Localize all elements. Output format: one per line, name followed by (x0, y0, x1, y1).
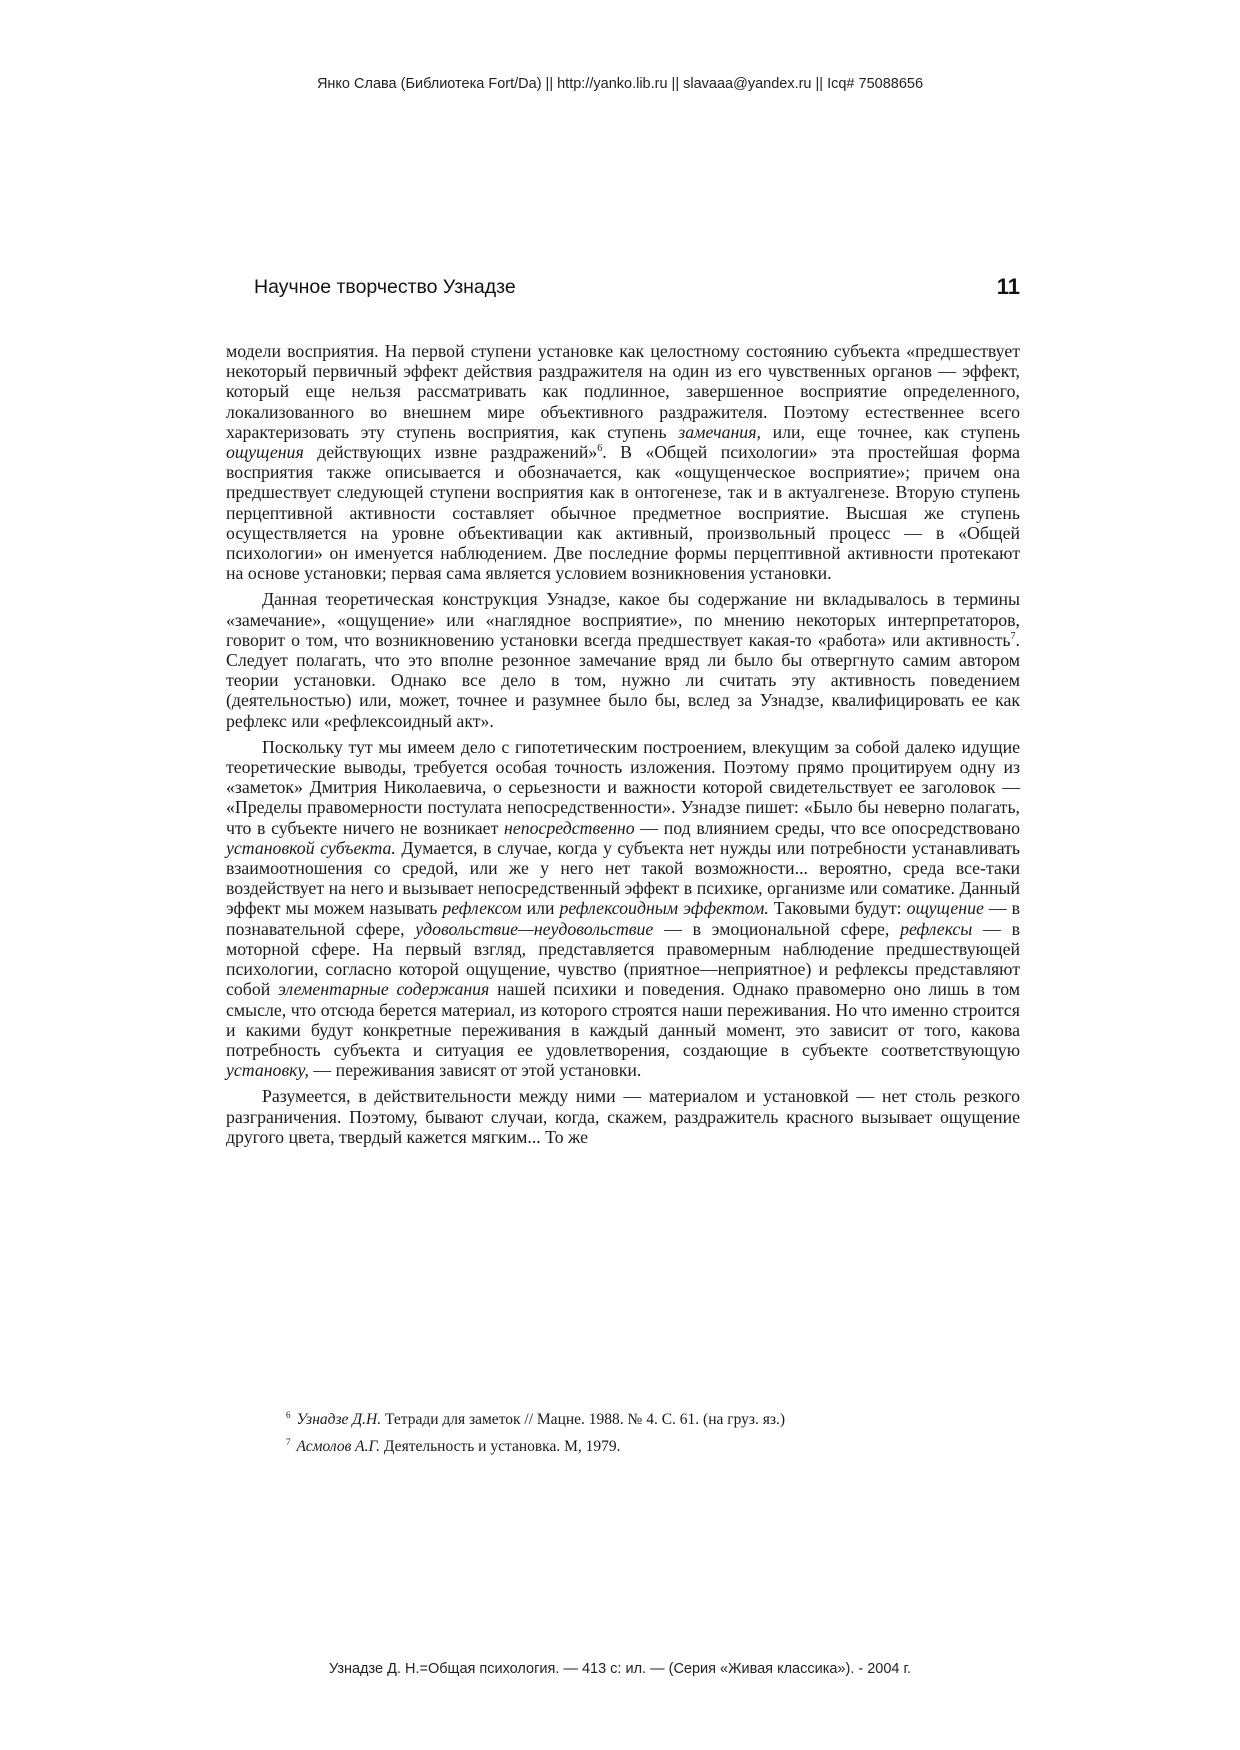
italic-text: рефлексоидным эффектом. (559, 898, 769, 919)
text-run: . Следует полагать, что это вполне резонное замечание вряд ли было бы отвергнуто самим автором теории установки. Однако все дело в том, нужно ли считать эту активность поведением (деятельностью) или, может, точнее и разумнее было бы, вслед за Узнадзе, квалифицировать ее как рефлекс или «рефлексоидный акт». (226, 629, 1020, 731)
italic-text: ощущение (906, 898, 984, 919)
page-number: 11 (996, 274, 1020, 299)
running-head (254, 276, 1020, 299)
text-run: действующих извне раздражений» (303, 442, 598, 463)
footnote (286, 1431, 986, 1458)
paragraph (226, 1086, 1020, 1147)
text-run: Таковыми будут: (768, 898, 907, 919)
text-run: Думается, в случае, когда у субъекта нет нужды или потребности устанавливать взаимоотношения со средой, или же у него нет такой возможности... вероятно, среда все-таки воздействует на него и вызывает непосредственный эффект в психике, организме или соматике. Данный эффект мы можем называть (226, 837, 1021, 919)
footnote-text: Деятельность и установка. М, 1979. (383, 1438, 621, 1456)
italic-text: установкой субъекта. (226, 837, 396, 858)
footnote-author: Асмолов А.Г. (296, 1438, 381, 1456)
footnote-number: 7 (286, 1437, 291, 1448)
body-text (226, 341, 1020, 1153)
text-run: — под влиянием среды, что все опосредствовано (634, 817, 1020, 838)
italic-text: замечания, (678, 421, 761, 442)
text-run: Разумеется, в действительности между ними — материалом и установкой — нет столь резкого разграничения. Поэтому, бывают случаи, когда, скажем, раздражитель красного вызывает ощущение другого цвета, твердый кажется мягким... То же (226, 1086, 1020, 1147)
footnote-number: 6 (286, 1410, 291, 1420)
paragraph (226, 737, 1020, 1080)
footer-citation: Узнадзе Д. Н.=Общая психология. — 413 с: ил. — (Серия «Живая классика»). - 2004 г. (328, 1661, 912, 1677)
text-run: — в познавательной сфере, (226, 898, 1021, 939)
text-run: — в эмоциональной сфере, (653, 918, 901, 939)
italic-text: рефлексы (900, 918, 973, 939)
text-run: нашей психики и поведения. Однако правомерно оно лишь в том смысле, что отсюда берется материал, из которого строятся наши переживания. Но что именно строится и какими будут конкретные переживания в каждый данный момент, это зависит от того, какова потребность субъекта и ситуация ее удовлетворения, создающие в субъекте соответствующую (226, 979, 1020, 1060)
text-run: — переживания зависят от этой установки. (308, 1060, 642, 1081)
footnote (286, 1404, 986, 1431)
paragraph (226, 341, 1020, 583)
text-run: . В «Общей психологии» эта простейшая форма восприятия также описывается и обозначается, как «ощущенческое восприятие»; причем она предшествует следующей ступени восприятия как в онтогенезе, так и в актуалгенезе. Вторую ступень перцептивной активности составляет обычное предметное восприятие. Высшая же ступень осуществляется на уровне объективации как активный, произвольный процесс — в «Общей психологии» он именуется наблюдением. Две последние формы перцептивной активности протекают на основе установки; первая сама является условием возникновения установки. (226, 442, 1020, 584)
italic-text: рефлексом (442, 898, 522, 919)
footnote-ref: 6 (597, 443, 603, 455)
italic-text: элементарные содержания (278, 979, 490, 1000)
text-run: или (521, 898, 560, 919)
watermark-header: Янко Слава (Библиотека Fort/Da) || http://yanko.lib.ru || slavaaa@yandex.ru || Icq# 75088656 (316, 76, 924, 92)
italic-text: установку, (226, 1060, 309, 1081)
footnote-ref: 7 (1010, 630, 1016, 642)
footnote-author: Узнадзе Д.Н. (296, 1411, 382, 1429)
text-run: модели восприятия. На первой ступени установке как целостному состоянию субъекта «предшествует некоторый первичный эффект действия раздражителя на один из его чувственных органов — эффект, который еще нельзя рассматривать как подлинное, завершенное восприятие определенного, локализованного во внешнем мире объективного раздражителя. Поэтому естественнее всего характеризовать эту ступень восприятия, как ступень (226, 341, 1020, 442)
italic-text: удовольствие—неудовольствие (415, 918, 654, 939)
text-run: — в моторной сфере. На первый взгляд, представляется правомерным наблюдение предшествующей психологии, согласно которой ощущение, чувство (приятное—неприятное) и рефлексы представляют собой (226, 918, 1020, 1000)
footnotes (286, 1404, 986, 1458)
paragraph (226, 589, 1020, 730)
text-run: Поскольку тут мы имеем дело с гипотетическим построением, влекущим за собой далеко идущие теоретические выводы, требуется особая точность изложения. Поэтому прямо процитируем одну из «заметок» Дмитрия Николаевича, о серьезности и важности которой свидетельствует ее заголовок — «Пределы правомерности постулата непосредственности». Узнадзе пишет: «Было бы неверно полагать, что в субъекте ничего не возникает (226, 736, 1020, 838)
text-run: или, еще точнее, как ступень (760, 421, 1020, 442)
footnote-text: Тетради для заметок // Мацне. 1988. № 4. С. 61. (на груз. яз.) (384, 1411, 786, 1429)
running-title: Научное творчество Узнадзе (254, 276, 516, 298)
italic-text: непосредственно (504, 817, 635, 838)
italic-text: ощущения (226, 442, 304, 463)
text-run: Данная теоретическая конструкция Узнадзе, какое бы содержание ни вкладывалось в термины «замечание», «ощущение» или «наглядное восприятие», по мнению некоторых интерпретаторов, говорит о том, что возникновению установки всегда предшествует какая-то «работа» или активность (226, 589, 1020, 650)
